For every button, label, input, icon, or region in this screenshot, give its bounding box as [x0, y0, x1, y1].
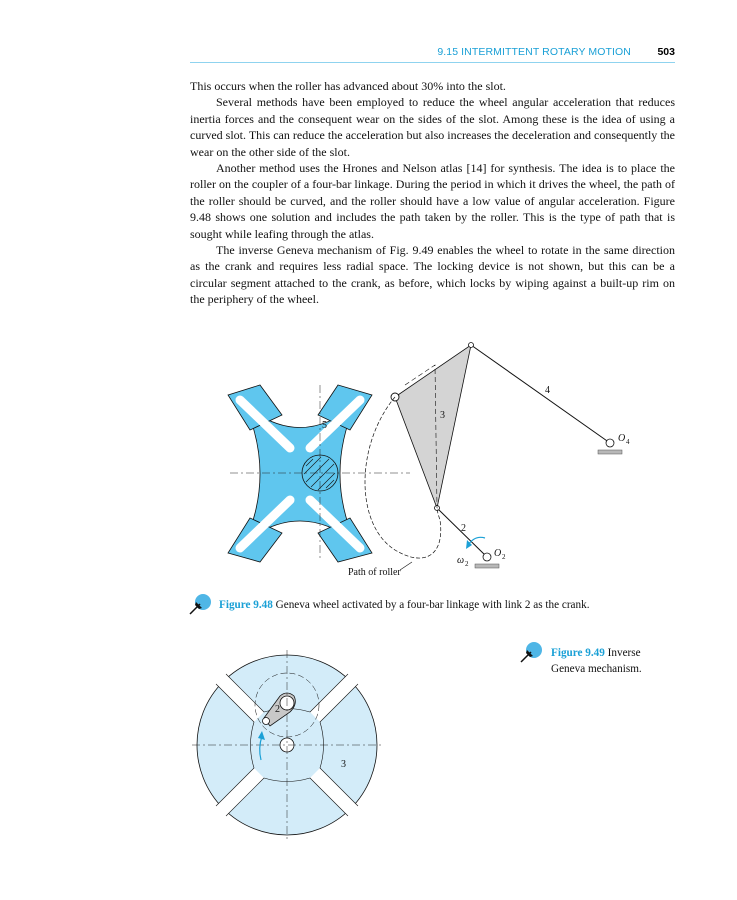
label-o2: O — [494, 548, 502, 559]
paragraph: The inverse Geneva mechanism of Fig. 9.49 enables the wheel to rotate in the same direction as the crank and requires less radial space. The locking device is not shown, but this can be a circular segment attached to the crank, as before, which locks by wiping against a built-up rim on the periphery of the wheel. — [190, 243, 675, 307]
page-number: 503 — [657, 46, 675, 58]
label-link-4: 4 — [545, 385, 550, 396]
label-omega-sub: 2 — [465, 560, 469, 568]
label-o4: O — [618, 433, 626, 444]
caption-text: Geneva wheel activated by a four-bar linkage with link 2 as the crank. — [275, 599, 590, 611]
paragraph: This occurs when the roller has advanced about 30% into the slot. — [190, 79, 506, 93]
caption-text: Inverse — [607, 647, 641, 659]
label-o2-sub: 2 — [502, 553, 506, 561]
label-inverse-link-3: 3 — [341, 759, 346, 770]
figure-ref: Figure 9.48 — [219, 599, 273, 611]
paragraph: Several methods have been employed to reduce the wheel angular acceleration that reduces inertia forces and the consequent wear on the sides of the slot. Among these is the idea of using a curved slot. This can reduce the acceleration but also increases the deceleration and consequently the wear on the other side of the slot. — [190, 95, 675, 159]
label-link-5: 5 — [322, 420, 327, 431]
label-link-2: 2 — [461, 523, 466, 534]
caption-text: Geneva mechanism. — [551, 663, 642, 675]
figure-ref: Figure 9.49 — [551, 647, 605, 659]
crank-roller — [263, 718, 270, 725]
label-omega: ω — [457, 555, 465, 566]
pin-icon — [519, 640, 545, 664]
figure-9-49-caption — [551, 645, 681, 677]
label-path-of-roller: Path of roller — [348, 567, 401, 578]
section-title: 9.15 INTERMITTENT ROTARY MOTION — [437, 46, 631, 58]
label-inverse-link-2: 2 — [275, 704, 280, 715]
label-link-3: 3 — [440, 410, 445, 421]
paragraph: Another method uses the Hrones and Nelson atlas [14] for synthesis. The idea is to place the roller on the coupler of a four-bar linkage. During the period in which it drives the wheel, the path of the roller should be curved, and the roller should have a low value of angular acceleration. Figure 9.48 shows one solution and includes the path taken by the roller. This is the type of path that is sought while leafing through the atlas. — [190, 161, 675, 241]
label-o4-sub: 4 — [626, 438, 630, 446]
